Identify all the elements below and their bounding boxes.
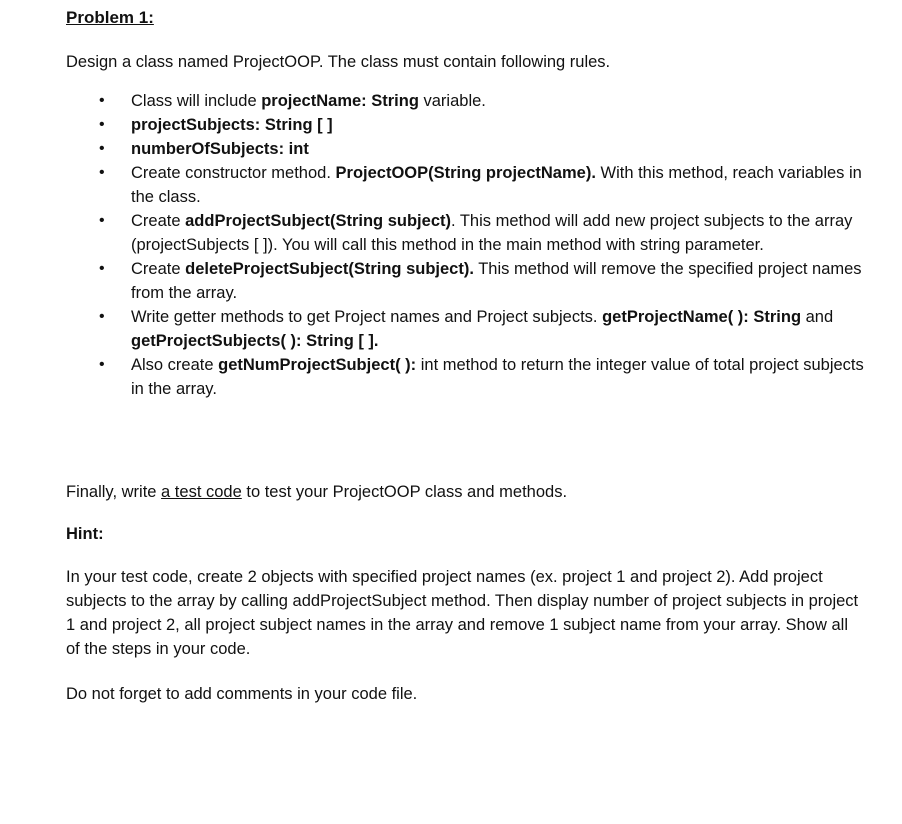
list-item	[0, 113, 866, 137]
rule-text: With this method, reach variables in the class.	[131, 164, 862, 206]
finally-text: Finally, write	[66, 483, 162, 501]
list-item	[0, 305, 866, 353]
rules-list	[0, 89, 902, 401]
finally-text: to test your ProjectOOP class and methods.	[241, 483, 568, 501]
list-item	[0, 353, 866, 401]
rule-text: int method to return the integer value of total project subjects in the array.	[131, 356, 864, 398]
hint-heading: Hint:	[66, 525, 104, 543]
rule-code: getNumProjectSubject( ):	[218, 356, 417, 374]
test-code-underlined: a test code	[161, 483, 242, 501]
rule-text: Create constructor method.	[131, 164, 336, 182]
rule-code: projectName: String	[261, 92, 419, 110]
rule-code: ProjectOOP(String projectName).	[335, 164, 596, 182]
intro-paragraph: Design a class named ProjectOOP. The class must contain following rules.	[66, 53, 611, 71]
rule-code: getProjectName( ): String	[602, 308, 802, 326]
rule-text: Create	[131, 212, 186, 230]
list-item	[0, 161, 866, 209]
hint-paragraph: In your test code, create 2 objects with specified project names (ex. project 1 and project 2). Add project subjects to the array by calling addProjectSubject method. Then display number of project subjects in project 1 and project 2, all project subject names in the array and remove 1 subject name from your array. Show all of the steps in your code.	[66, 568, 859, 658]
rule-text: Also create	[131, 356, 219, 374]
problem-title: Problem 1:	[66, 8, 154, 27]
list-item	[0, 137, 866, 161]
rule-code: getProjectSubjects( ): String [ ].	[131, 332, 379, 350]
rule-text: and	[801, 308, 834, 326]
rule-text: . This method will add new project subjects to the array (projectSubjects [ ]). You will call this method in the main method with string parameter.	[131, 212, 853, 254]
list-item	[0, 89, 866, 113]
rule-text: Create	[131, 260, 186, 278]
finally-paragraph	[66, 480, 567, 504]
rule-code: deleteProjectSubject(String subject).	[185, 260, 474, 278]
rule-text: Class will include	[131, 92, 262, 110]
list-item	[0, 257, 866, 305]
rule-text: variable.	[418, 92, 486, 110]
rule-code: projectSubjects: String [ ]	[131, 116, 333, 134]
closing-paragraph: Do not forget to add comments in your code file.	[66, 685, 418, 703]
rule-text: Write getter methods to get Project names and Project subjects.	[131, 308, 603, 326]
rule-code: addProjectSubject(String subject)	[185, 212, 451, 230]
rule-code: numberOfSubjects: int	[131, 140, 309, 158]
rule-text: This method will remove the specified project names from the array.	[131, 260, 862, 302]
list-item	[0, 209, 866, 257]
